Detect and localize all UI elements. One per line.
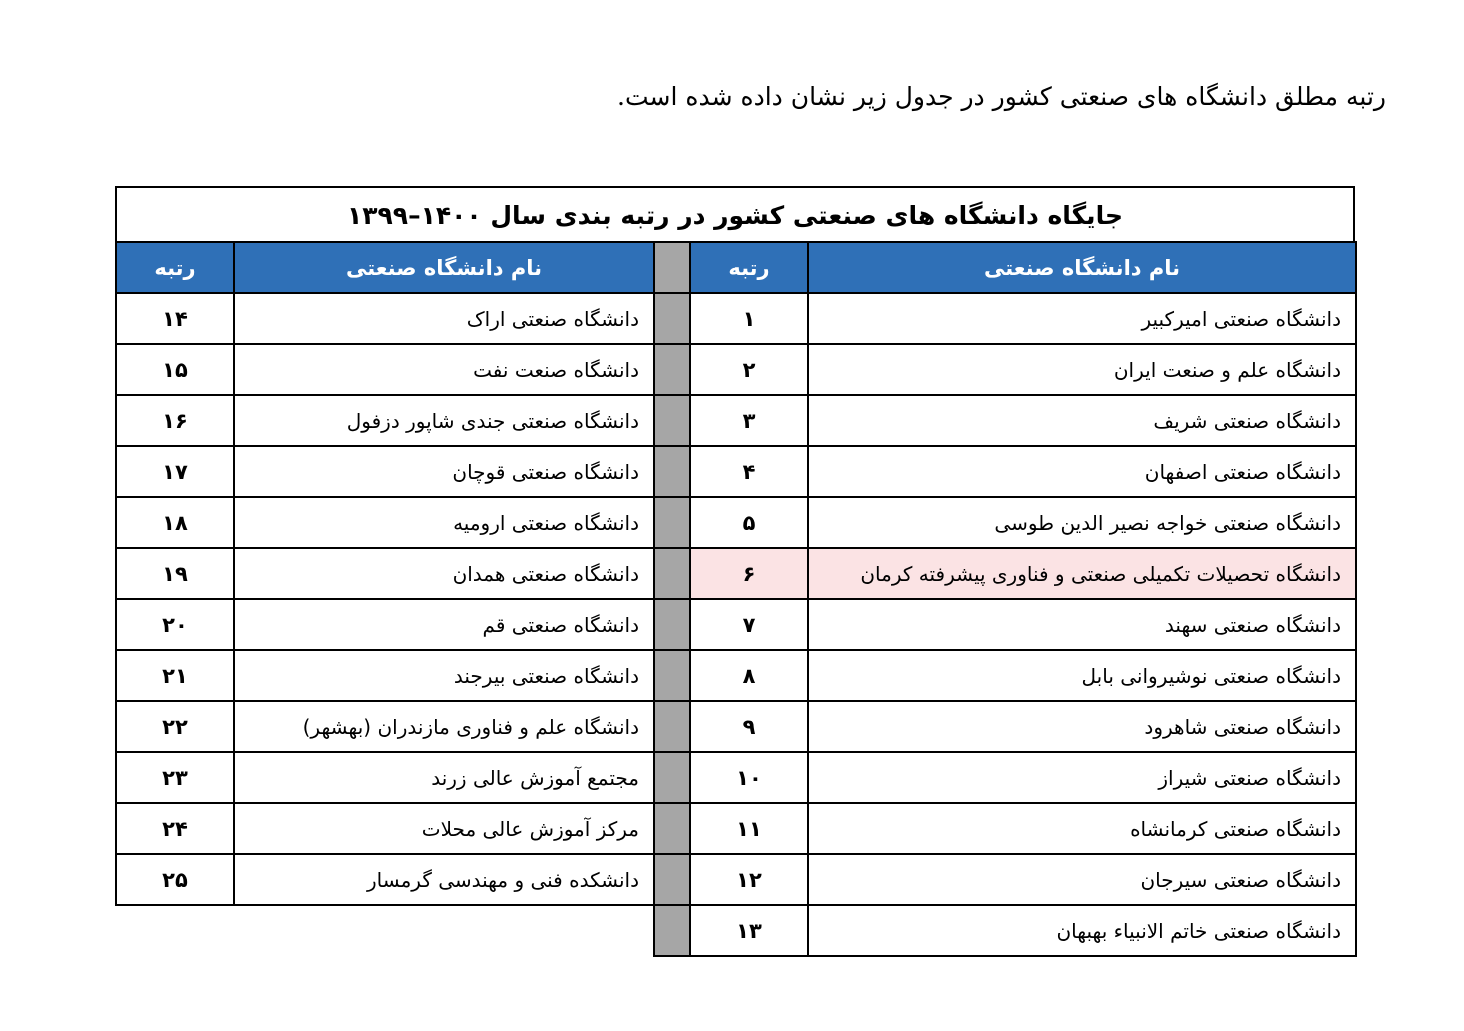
left-name-cell: دانشگاه صنعتی جندی شاپور دزفول — [234, 395, 654, 446]
separator-cell — [654, 854, 690, 905]
left-rank-cell: ۲۰ — [116, 599, 234, 650]
table-row — [116, 650, 1356, 701]
left-rank-cell: ۲۳ — [116, 752, 234, 803]
right-rank-cell: ۴ — [690, 446, 808, 497]
separator-cell — [654, 803, 690, 854]
right-rank-cell: ۱۱ — [690, 803, 808, 854]
right-name-cell: دانشگاه صنعتی سهند — [808, 599, 1356, 650]
left-name-cell: دانشگاه صنعتی بیرجند — [234, 650, 654, 701]
table-row — [116, 548, 1356, 599]
left-name-cell: دانشگاه صنعتی قم — [234, 599, 654, 650]
table-body — [116, 293, 1356, 956]
ranking-table — [115, 241, 1357, 957]
table-row — [116, 854, 1356, 905]
separator-cell — [654, 650, 690, 701]
right-name-cell: دانشگاه صنعتی شاهرود — [808, 701, 1356, 752]
table-row — [116, 905, 1356, 956]
left-rank-cell: ۱۷ — [116, 446, 234, 497]
table-row — [116, 752, 1356, 803]
separator-cell — [654, 293, 690, 344]
right-name-cell: دانشگاه صنعتی خواجه نصیر الدین طوسی — [808, 497, 1356, 548]
header-name-right: نام دانشگاه صنعتی — [808, 242, 1356, 293]
left-rank-cell: ۱۶ — [116, 395, 234, 446]
right-name-cell: دانشگاه صنعتی اصفهان — [808, 446, 1356, 497]
left-rank-cell: ۲۲ — [116, 701, 234, 752]
table-row — [116, 701, 1356, 752]
left-name-cell: دانشگاه صنعتی اراک — [234, 293, 654, 344]
separator-cell — [654, 446, 690, 497]
right-rank-cell: ۱۰ — [690, 752, 808, 803]
right-rank-cell: ۳ — [690, 395, 808, 446]
ranking-table-frame — [115, 186, 1355, 987]
right-name-cell: دانشگاه صنعتی سیرجان — [808, 854, 1356, 905]
right-name-cell: دانشگاه علم و صنعت ایران — [808, 344, 1356, 395]
right-name-cell: دانشگاه صنعتی امیرکبیر — [808, 293, 1356, 344]
right-name-cell: دانشگاه صنعتی خاتم الانبیاء بهبهان — [808, 905, 1356, 956]
table-header-row — [116, 242, 1356, 293]
header-rank-left: رتبه — [116, 242, 234, 293]
separator-cell — [654, 752, 690, 803]
left-name-cell: دانشگاه صنعتی ارومیه — [234, 497, 654, 548]
left-rank-cell: ۱۹ — [116, 548, 234, 599]
separator-cell — [654, 344, 690, 395]
header-rank-right: رتبه — [690, 242, 808, 293]
intro-paragraph: رتبه مطلق دانشگاه های صنعتی کشور در جدول زیر نشان داده شده است. — [617, 82, 1386, 111]
left-name-cell: مرکز آموزش عالی محلات — [234, 803, 654, 854]
table-row — [116, 395, 1356, 446]
right-rank-cell: ۱۳ — [690, 905, 808, 956]
table-row — [116, 344, 1356, 395]
left-rank-cell: ۲۱ — [116, 650, 234, 701]
left-name-cell: دانشگاه علم و فناوری مازندران (بهشهر) — [234, 701, 654, 752]
separator-cell — [654, 905, 690, 956]
right-name-cell: دانشگاه صنعتی کرمانشاه — [808, 803, 1356, 854]
left-name-cell: دانشکده فنی و مهندسی گرمسار — [234, 854, 654, 905]
left-name-cell: دانشگاه صنعتی قوچان — [234, 446, 654, 497]
left-rank-cell: ۱۴ — [116, 293, 234, 344]
table-title: جایگاه دانشگاه های صنعتی کشور در رتبه بندی سال ۱۴۰۰–۱۳۹۹ — [115, 186, 1355, 245]
table-row — [116, 497, 1356, 548]
right-name-cell: دانشگاه صنعتی شریف — [808, 395, 1356, 446]
header-name-left: نام دانشگاه صنعتی — [234, 242, 654, 293]
right-rank-cell: ۶ — [690, 548, 808, 599]
right-rank-cell: ۱۲ — [690, 854, 808, 905]
right-rank-cell: ۲ — [690, 344, 808, 395]
left-rank-cell: ۲۴ — [116, 803, 234, 854]
table-row — [116, 599, 1356, 650]
table-row — [116, 803, 1356, 854]
right-name-cell: دانشگاه صنعتی شیراز — [808, 752, 1356, 803]
separator-cell — [654, 497, 690, 548]
left-rank-cell: ۱۸ — [116, 497, 234, 548]
left-rank-cell: ۲۵ — [116, 854, 234, 905]
right-rank-cell: ۹ — [690, 701, 808, 752]
separator-cell — [654, 599, 690, 650]
right-name-cell: دانشگاه تحصیلات تکمیلی صنعتی و فناوری پیشرفته کرمان — [808, 548, 1356, 599]
separator-cell — [654, 395, 690, 446]
right-name-cell: دانشگاه صنعتی نوشیروانی بابل — [808, 650, 1356, 701]
table-row — [116, 293, 1356, 344]
left-name-cell: دانشگاه صنعتی همدان — [234, 548, 654, 599]
header-separator — [654, 242, 690, 293]
left-name-cell: مجتمع آموزش عالی زرند — [234, 752, 654, 803]
separator-cell — [654, 548, 690, 599]
right-rank-cell: ۵ — [690, 497, 808, 548]
left-rank-cell: ۱۵ — [116, 344, 234, 395]
table-row — [116, 446, 1356, 497]
separator-cell — [654, 701, 690, 752]
empty-cell — [116, 905, 654, 956]
right-rank-cell: ۸ — [690, 650, 808, 701]
left-name-cell: دانشگاه صنعت نفت — [234, 344, 654, 395]
right-rank-cell: ۷ — [690, 599, 808, 650]
right-rank-cell: ۱ — [690, 293, 808, 344]
